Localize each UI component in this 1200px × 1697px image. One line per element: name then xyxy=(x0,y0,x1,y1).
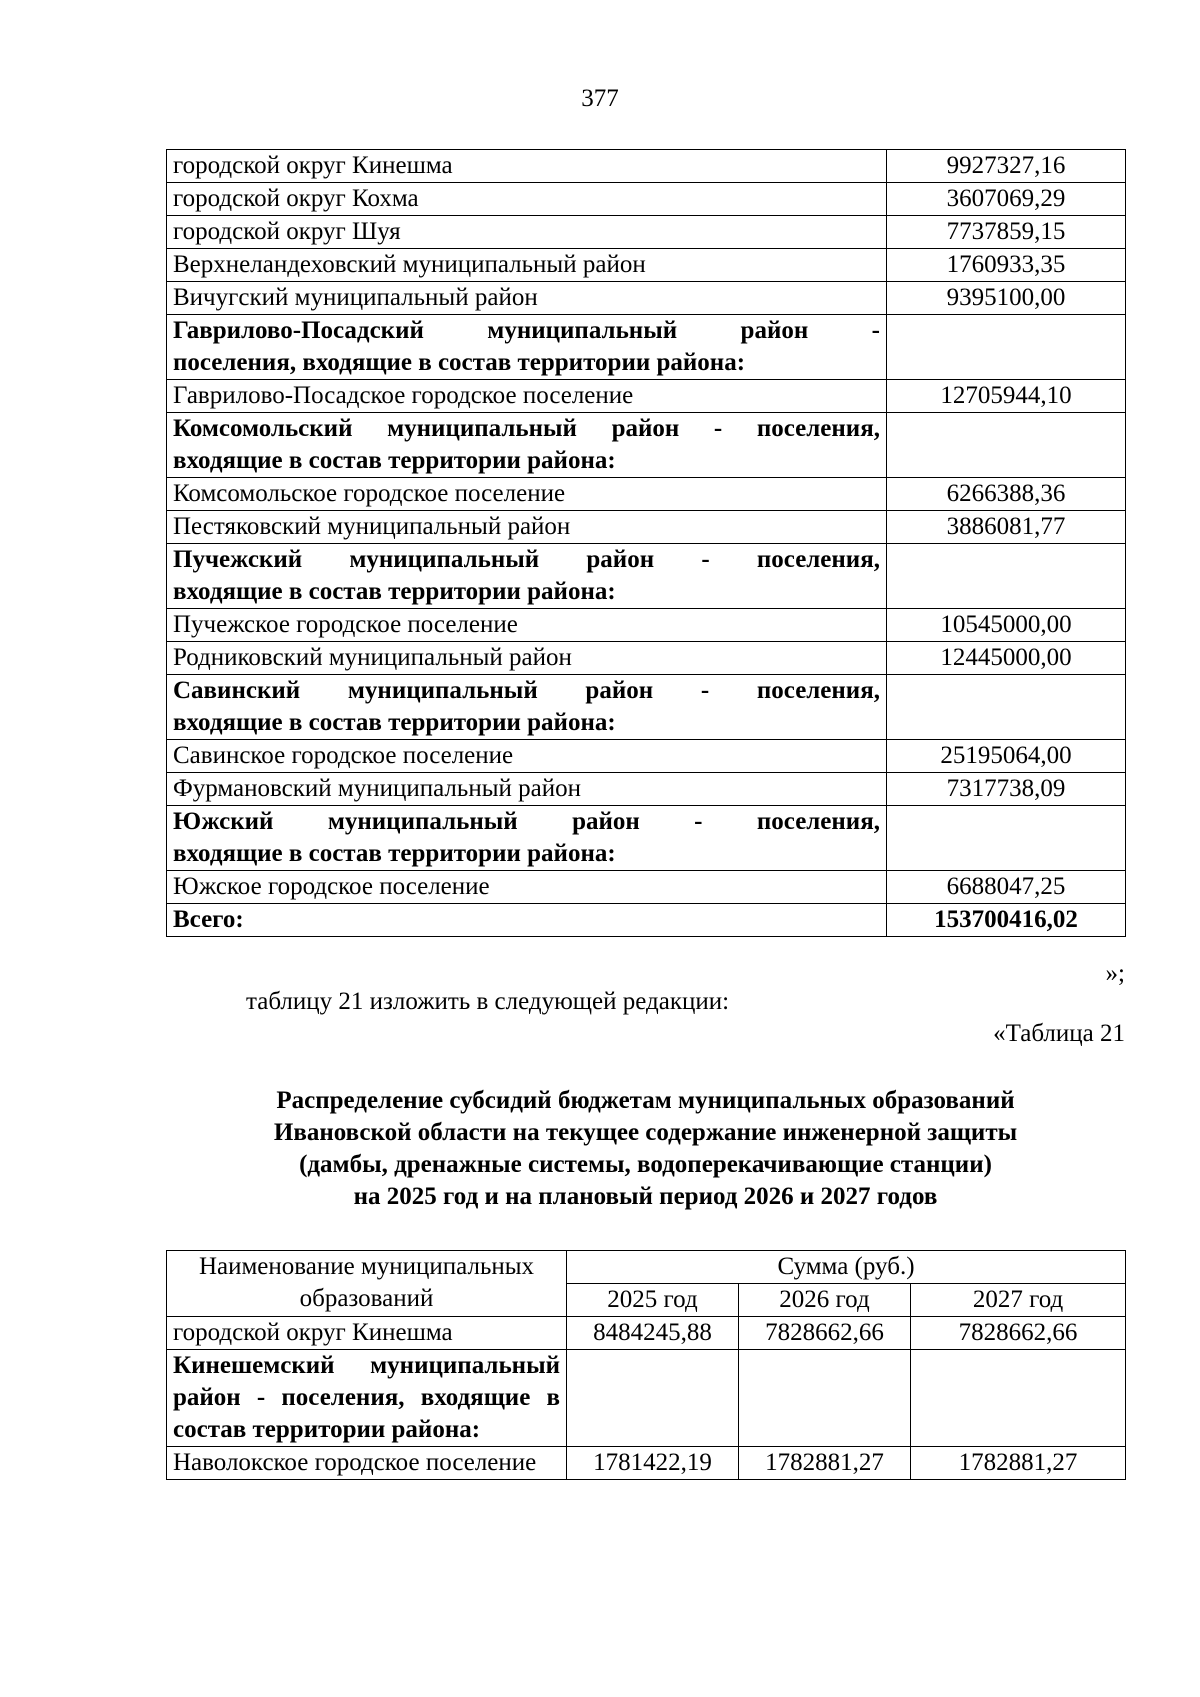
header-year-2026: 2026 год xyxy=(739,1284,911,1317)
row-value: 25195064,00 xyxy=(887,740,1126,773)
row-value: 12705944,10 xyxy=(887,380,1126,413)
table-label: «Таблица 21 xyxy=(993,1020,1125,1047)
subsidy-table-21 xyxy=(166,1250,1126,1480)
row-value xyxy=(887,544,1126,609)
table-row xyxy=(167,216,1126,249)
table-row xyxy=(167,478,1126,511)
row-value-2026: 7828662,66 xyxy=(739,1317,911,1350)
title-line: на 2025 год и на плановый период 2026 и 2027 годов xyxy=(353,1183,938,1210)
row-name: Комсомольское городское поселение xyxy=(167,478,887,511)
subsidy-table-previous xyxy=(166,149,1126,937)
header-year-2027: 2027 год xyxy=(911,1284,1126,1317)
table-row-subheader xyxy=(167,544,1126,609)
table-row xyxy=(167,380,1126,413)
total-label: Всего: xyxy=(167,904,887,937)
row-name xyxy=(167,675,887,740)
table-row-subheader xyxy=(167,1350,1126,1447)
row-value-2027 xyxy=(911,1350,1126,1447)
row-name: городской округ Кохма xyxy=(167,183,887,216)
row-name: Фурмановский муниципальный район xyxy=(167,773,887,806)
table-row-subheader xyxy=(167,315,1126,380)
table-row-total xyxy=(167,904,1126,937)
row-name xyxy=(167,315,887,380)
page-number: 377 xyxy=(581,85,619,112)
table-row xyxy=(167,249,1126,282)
table-row xyxy=(167,282,1126,315)
row-name-line1: Савинский муниципальный район - поселения, xyxy=(173,677,880,704)
header-year-2025: 2025 год xyxy=(567,1284,739,1317)
closing-quote: »; xyxy=(1105,960,1125,987)
row-name: городской округ Шуя xyxy=(167,216,887,249)
row-value-2027: 1782881,27 xyxy=(911,1447,1126,1480)
table-row xyxy=(167,150,1126,183)
row-value xyxy=(887,806,1126,871)
row-name: Гаврилово-Посадское городское поселение xyxy=(167,380,887,413)
table-row xyxy=(167,1317,1126,1350)
table-row xyxy=(167,511,1126,544)
row-name: Верхнеландеховский муниципальный район xyxy=(167,249,887,282)
row-value-2026: 1782881,27 xyxy=(739,1447,911,1480)
row-value-2027: 7828662,66 xyxy=(911,1317,1126,1350)
table-row xyxy=(167,609,1126,642)
row-name: Наволокское городское поселение xyxy=(167,1447,567,1480)
table-row xyxy=(167,773,1126,806)
row-value xyxy=(887,413,1126,478)
row-name xyxy=(167,544,887,609)
row-name-line1: Южский муниципальный район - поселения, xyxy=(173,808,880,835)
row-value-2026 xyxy=(739,1350,911,1447)
row-name-line2: входящие в состав территории района: xyxy=(173,709,616,736)
table-title xyxy=(166,1085,1125,1213)
title-line: Распределение субсидий бюджетам муниципальных образований xyxy=(276,1087,1015,1114)
row-value-2025: 8484245,88 xyxy=(567,1317,739,1350)
row-name-line2: входящие в состав территории района: xyxy=(173,578,616,605)
title-line: (дамбы, дренажные системы, водоперекачивающие станции) xyxy=(299,1151,992,1178)
row-name: Кинешемский муниципальный район - поселения, входящие в состав территории района: xyxy=(167,1350,567,1447)
row-name-line2: входящие в состав территории района: xyxy=(173,840,616,867)
row-name: Родниковский муниципальный район xyxy=(167,642,887,675)
row-name: Вичугский муниципальный район xyxy=(167,282,887,315)
row-value: 6266388,36 xyxy=(887,478,1126,511)
header-sum: Сумма (руб.) xyxy=(567,1251,1126,1284)
row-value: 9395100,00 xyxy=(887,282,1126,315)
table-row xyxy=(167,1447,1126,1480)
table-row xyxy=(167,740,1126,773)
row-value: 3607069,29 xyxy=(887,183,1126,216)
table-row xyxy=(167,871,1126,904)
row-value: 6688047,25 xyxy=(887,871,1126,904)
row-value: 1760933,35 xyxy=(887,249,1126,282)
row-name: городской округ Кинешма xyxy=(167,1317,567,1350)
table-row xyxy=(167,183,1126,216)
header-row xyxy=(167,1251,1126,1284)
row-name: Пучежское городское поселение xyxy=(167,609,887,642)
row-value xyxy=(887,675,1126,740)
row-name: Южское городское поселение xyxy=(167,871,887,904)
table-row-subheader xyxy=(167,806,1126,871)
row-value-2025: 1781422,19 xyxy=(567,1447,739,1480)
row-value: 9927327,16 xyxy=(887,150,1126,183)
instruction-text: таблицу 21 изложить в следующей редакции: xyxy=(246,988,730,1015)
row-value-2025 xyxy=(567,1350,739,1447)
table-row-subheader xyxy=(167,675,1126,740)
row-name-line2: входящие в состав территории района: xyxy=(173,447,616,474)
row-name-line1: Пучежский муниципальный район - поселения, xyxy=(173,546,880,573)
header-name: Наименование муниципальных образований xyxy=(167,1251,567,1317)
row-name xyxy=(167,806,887,871)
table-row-subheader xyxy=(167,413,1126,478)
row-name-line1: Гаврилово-Посадский муниципальный район - xyxy=(173,317,880,344)
row-value: 10545000,00 xyxy=(887,609,1126,642)
total-value: 153700416,02 xyxy=(887,904,1126,937)
row-name-line2: поселения, входящие в состав территории района: xyxy=(173,349,746,376)
row-value: 7737859,15 xyxy=(887,216,1126,249)
row-name xyxy=(167,413,887,478)
title-line: Ивановской области на текущее содержание инженерной защиты xyxy=(273,1119,1018,1146)
row-name: Пестяковский муниципальный район xyxy=(167,511,887,544)
row-name: городской округ Кинешма xyxy=(167,150,887,183)
row-name-line1: Комсомольский муниципальный район - поселения, xyxy=(173,415,880,442)
row-value: 7317738,09 xyxy=(887,773,1126,806)
row-name: Савинское городское поселение xyxy=(167,740,887,773)
row-value xyxy=(887,315,1126,380)
row-value: 3886081,77 xyxy=(887,511,1126,544)
table-row xyxy=(167,642,1126,675)
row-value: 12445000,00 xyxy=(887,642,1126,675)
